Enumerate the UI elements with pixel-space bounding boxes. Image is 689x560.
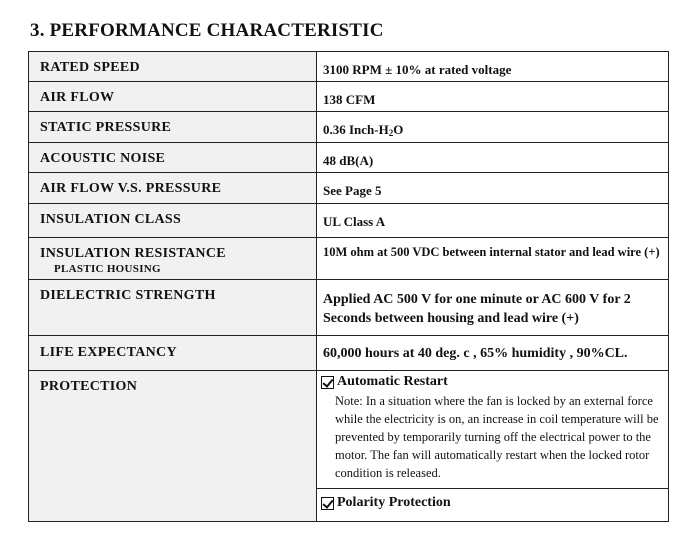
table-row xyxy=(29,143,669,173)
static-pressure-value-prefix: 0.36 Inch-H xyxy=(323,122,389,137)
table-row xyxy=(29,82,669,112)
row-value-cell xyxy=(317,143,669,173)
row-value-cell xyxy=(317,238,669,280)
table-row xyxy=(29,280,669,336)
insulation-resistance-value: 10M ohm at 500 VDC between internal stator and lead wire (+) xyxy=(323,245,660,259)
acoustic-noise-value: 48 dB(A) xyxy=(323,153,374,168)
row-value-cell xyxy=(317,371,669,522)
row-label-cell xyxy=(29,204,317,238)
protection-label: PROTECTION xyxy=(40,379,138,394)
insulation-class-value: UL Class A xyxy=(323,214,386,229)
performance-table xyxy=(28,51,669,522)
dielectric-strength-value: Applied AC 500 V for one minute or AC 600 V for 2 Seconds between housing and lead wire (+) xyxy=(323,292,631,326)
static-pressure-value-subscript: 2 xyxy=(388,128,394,138)
table-row xyxy=(29,112,669,143)
row-label-cell xyxy=(29,52,317,82)
row-label-cell xyxy=(29,280,317,336)
table-row xyxy=(29,52,669,82)
row-value-cell xyxy=(317,112,669,143)
rated-speed-value: 3100 RPM ± 10% at rated voltage xyxy=(323,62,512,77)
row-value-cell xyxy=(317,280,669,336)
insulation-class-label: INSULATION CLASS xyxy=(40,212,182,227)
airflow-vs-pressure-label: AIR FLOW V.S. PRESSURE xyxy=(40,181,222,196)
table-row xyxy=(29,204,669,238)
checked-box-icon xyxy=(321,497,334,510)
row-label-cell xyxy=(29,238,317,280)
row-value-cell xyxy=(317,82,669,112)
page-title: 3. PERFORMANCE CHARACTERISTIC xyxy=(30,20,384,41)
polarity-protection-title: Polarity Protection xyxy=(337,495,451,510)
static-pressure-label: STATIC PRESSURE xyxy=(40,120,172,135)
insulation-resistance-sublabel: PLASTIC HOUSING xyxy=(54,263,161,275)
row-label-cell xyxy=(29,143,317,173)
acoustic-noise-label: ACOUSTIC NOISE xyxy=(40,151,166,166)
automatic-restart-title: Automatic Restart xyxy=(337,374,448,389)
table-row xyxy=(29,371,669,522)
air-flow-value: 138 CFM xyxy=(323,92,376,107)
polarity-protection-item xyxy=(317,489,668,521)
rated-speed-label: RATED SPEED xyxy=(40,60,140,75)
row-label-cell xyxy=(29,371,317,522)
air-flow-label: AIR FLOW xyxy=(40,90,115,105)
life-expectancy-label: LIFE EXPECTANCY xyxy=(40,345,177,360)
row-label-cell xyxy=(29,112,317,143)
row-value-cell xyxy=(317,173,669,204)
table-row xyxy=(29,336,669,371)
row-value-cell xyxy=(317,336,669,371)
row-value-cell xyxy=(317,204,669,238)
static-pressure-value-suffix: O xyxy=(393,122,404,137)
row-label-cell xyxy=(29,173,317,204)
table-row xyxy=(29,173,669,204)
checked-box-icon xyxy=(321,376,334,389)
table-row xyxy=(29,238,669,280)
dielectric-strength-label: DIELECTRIC STRENGTH xyxy=(40,288,216,303)
insulation-resistance-label: INSULATION RESISTANCE xyxy=(40,246,226,261)
airflow-vs-pressure-value: See Page 5 xyxy=(323,183,382,198)
static-pressure-value xyxy=(317,112,668,142)
row-label-cell xyxy=(29,336,317,371)
row-label-cell xyxy=(29,82,317,112)
row-value-cell xyxy=(317,52,669,82)
automatic-restart-item xyxy=(317,371,668,390)
automatic-restart-note: Note: In a situation where the fan is locked by an external force while the electricity is on, an increase in coil temperature will be prevented by temporarily turning off the electrical power to the motor. The fan will automatically restart when the locked rotor condition is released. xyxy=(335,394,659,480)
life-expectancy-value: 60,000 hours at 40 deg. c , 65% humidity , 90%CL. xyxy=(323,346,628,361)
